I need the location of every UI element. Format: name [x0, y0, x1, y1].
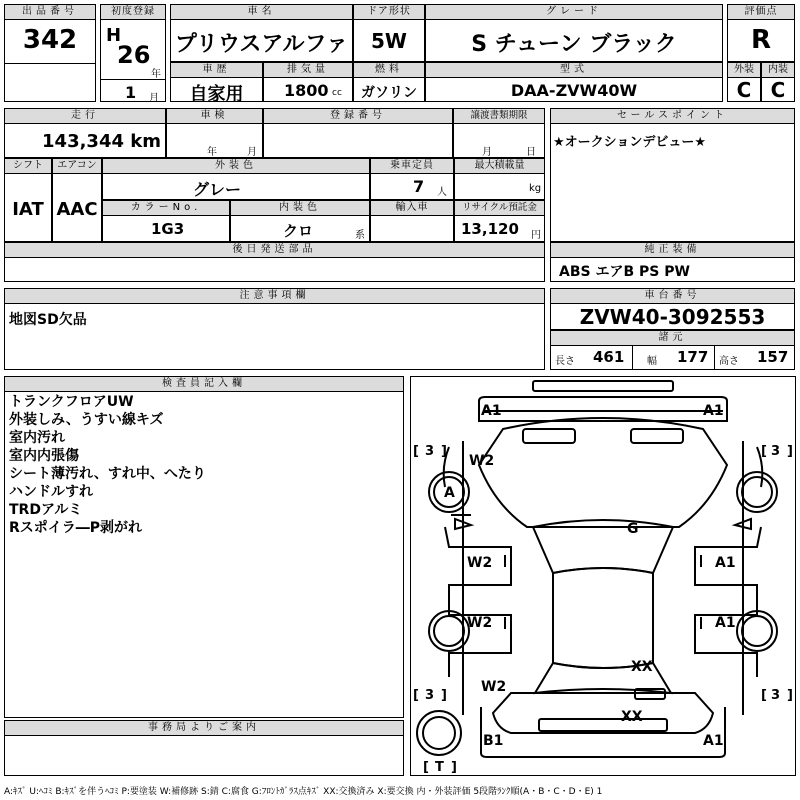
mark-w2-door1: W2: [467, 555, 493, 571]
model-box: [425, 62, 723, 102]
capacity-box: [370, 158, 454, 200]
fuel-label: 燃料: [354, 63, 424, 78]
exterior-color-box: [102, 158, 370, 200]
fuel: ガソリン: [361, 85, 417, 101]
mark-b1-rear: B1: [483, 733, 504, 749]
inspection-label: 車検: [167, 109, 262, 124]
capacity-unit: 人: [437, 187, 447, 198]
selling-point-label: セールスポイント: [551, 109, 794, 124]
trunk: [493, 693, 713, 733]
import-box: [370, 200, 454, 242]
inspection-month-unit: 月: [247, 147, 257, 158]
recycle-unit: 円: [531, 230, 541, 241]
height: 157: [757, 348, 789, 366]
reg-month-unit: 月: [149, 93, 159, 104]
car-name-box: [170, 4, 353, 62]
shift: IAT: [12, 199, 44, 220]
exterior-color-label: 外装色: [103, 159, 369, 174]
fuel-box: [353, 62, 425, 102]
grade-box: [425, 4, 723, 62]
inspector-box: [4, 376, 404, 718]
office-label: 事務局よりご案内: [5, 721, 403, 736]
exterior-grade: C: [736, 78, 752, 102]
svg-text:[: [: [761, 444, 767, 459]
exterior-grade-box: [727, 62, 761, 102]
mark-a1-door2: A1: [715, 615, 736, 631]
car-diagram-box: [410, 376, 796, 776]
later-parts-label: 後日発送部品: [5, 243, 544, 258]
interior-color-unit: 系: [355, 230, 365, 241]
interior-color-label: 内装色: [231, 201, 369, 216]
height-cell: [715, 345, 795, 370]
exterior-grade-label: 外装: [728, 63, 760, 78]
caution-box: [4, 288, 545, 370]
lot-number: 342: [22, 25, 78, 55]
mark-tire-rl: 3: [425, 688, 435, 703]
door-label: ドア形状: [354, 5, 424, 20]
inspector-line: 室内汚れ: [9, 430, 65, 446]
mark-front-right: A1: [703, 403, 724, 419]
length: 461: [593, 348, 625, 366]
ac-label: エアコン: [53, 159, 101, 174]
mark-tire-fr: 3: [771, 444, 781, 459]
score: R: [750, 25, 772, 55]
spec-label: 諸元: [551, 331, 794, 346]
car-name: プリウスアルファ: [174, 32, 349, 57]
width: 177: [677, 348, 709, 366]
score-label: 評価点: [728, 5, 794, 20]
chassis-number: ZVW40-3092553: [579, 305, 766, 329]
inspector-line: Rスポイラ―P剥がれ: [9, 520, 143, 536]
car-name-label: 車名: [171, 5, 352, 20]
reg-year: 26: [117, 41, 151, 69]
mileage: 143,344 km: [42, 131, 161, 152]
svg-text:[: [: [413, 444, 419, 459]
office-box: [4, 720, 404, 776]
inspector-line: TRDアルミ: [9, 502, 83, 518]
mark-xx-trunk: XX: [631, 659, 653, 675]
svg-text:]: ]: [441, 688, 447, 703]
interior-grade: C: [770, 78, 786, 102]
transfer-deadline-box: [453, 108, 545, 158]
score-box: [727, 4, 795, 62]
front-plate: [533, 381, 673, 391]
hood: [479, 418, 727, 527]
interior-grade-label: 内装: [762, 63, 794, 78]
mileage-label: 走行: [5, 109, 165, 124]
car-diagram: [411, 377, 795, 775]
selling-point-box: [550, 108, 795, 242]
mark-a1-rear: A1: [703, 733, 724, 749]
length-cell: [551, 345, 633, 370]
registration-number-label: 登録番号: [264, 109, 452, 124]
exterior-color: グレー: [193, 180, 242, 199]
transfer-deadline-label: 譲渡書類期限: [454, 109, 544, 124]
shift-box: [4, 158, 52, 242]
interior-color-box: [230, 200, 370, 242]
legend: A:ｷｽﾞ U:ﾍｺﾐ B:ｷｽﾞを伴うﾍｺﾐ P:要塗装 W:補修跡 S:錆 C:腐食 G:ﾌﾛﾝﾄｶﾞﾗｽ点ｷｽﾞ XX:交換済み X:要交換 内・外装評価 5段階ﾗﾝｸ順(A・B・C・D・E) 1: [4, 787, 603, 797]
model-label: 型式: [426, 63, 722, 78]
mark-spare: T: [435, 760, 444, 775]
grade-label: グレード: [426, 5, 722, 20]
mark-w2-fender: W2: [469, 453, 495, 469]
mark-a1-door1: A1: [715, 555, 736, 571]
color-number-box: [102, 200, 230, 242]
caution: 地図SD欠品: [9, 312, 87, 328]
equipment-box: [550, 242, 795, 282]
roof: [553, 568, 653, 668]
inspector-line: トランクフロアUW: [9, 394, 134, 410]
inspector-line: 室内内張傷: [9, 448, 79, 464]
svg-text:]: ]: [451, 760, 457, 775]
svg-text:]: ]: [441, 444, 447, 459]
interior-grade-box: [761, 62, 795, 102]
recycle-box: [454, 200, 545, 242]
mark-glass: G: [627, 521, 639, 537]
inspection-year-unit: 年: [207, 147, 217, 158]
mark-front-left: A1: [481, 403, 502, 419]
svg-text:[: [: [423, 760, 429, 775]
recycle-fee: 13,120: [461, 220, 519, 238]
selling-point: ★オークションデビュー★: [553, 135, 707, 150]
door-box: [353, 4, 425, 62]
import-label: 輸入車: [371, 201, 453, 216]
capacity: 7: [413, 177, 425, 196]
recycle-label: リサイクル預託金: [455, 201, 544, 216]
grade: S チューン ブラック: [471, 32, 677, 57]
history-label: 車歴: [171, 63, 262, 78]
chassis-box: [550, 288, 795, 330]
history-box: [170, 62, 263, 105]
equipment-label: 純正装備: [551, 243, 794, 258]
mileage-box: [4, 108, 166, 158]
svg-text:[: [: [761, 688, 767, 703]
door-type: 5W: [371, 29, 407, 53]
inspector-line: 外装しみ、うすい線キズ: [9, 412, 164, 428]
model: DAA-ZVW40W: [510, 81, 638, 100]
max-load-label: 最大積載量: [455, 159, 544, 174]
reg-month: 1: [125, 83, 137, 102]
mark-tire-fl: 3: [425, 444, 435, 459]
air-conditioner: AAC: [56, 199, 98, 220]
mark-wheel-a: A: [444, 485, 455, 501]
lot-number-label: 出品番号: [5, 5, 95, 20]
shift-label: シフト: [5, 159, 51, 174]
inspector-label: 検査員記入欄: [5, 377, 403, 392]
reg-year-unit: 年: [151, 69, 161, 80]
inspector-line: ハンドルすれ: [9, 484, 93, 500]
displacement-label: 排気量: [264, 63, 352, 78]
displacement: 1800: [284, 81, 329, 100]
width-label: 幅: [647, 356, 657, 367]
mark-xx-rear: XX: [621, 709, 643, 725]
first-registration-label: 初度登録: [101, 5, 165, 20]
capacity-label: 乗車定員: [371, 159, 453, 174]
caution-label: 注意事項欄: [5, 289, 544, 304]
interior-color: クロ: [283, 222, 314, 240]
transfer-month-unit: 月: [482, 147, 492, 158]
max-load-box: [454, 158, 545, 200]
era: H: [106, 25, 122, 46]
lot-number-box: [4, 4, 96, 102]
ac-box: [52, 158, 102, 242]
height-label: 高さ: [719, 356, 739, 367]
later-parts-box: [4, 242, 545, 282]
svg-text:]: ]: [787, 688, 793, 703]
max-load-unit: kg: [529, 183, 542, 194]
inspector-line: シート薄汚れ、すれ中、へたり: [9, 466, 206, 482]
spec-box: [550, 330, 795, 370]
chassis-label: 車台番号: [551, 289, 794, 304]
color-number: 1G3: [151, 220, 185, 238]
displacement-unit: cc: [332, 88, 342, 98]
svg-text:[: [: [413, 688, 419, 703]
mark-tire-rr: 3: [771, 688, 781, 703]
equipment: ABS エアB PS PW: [559, 264, 690, 280]
color-number-label: カラーNo.: [103, 201, 229, 216]
history: 自家用: [189, 84, 244, 105]
length-label: 長さ: [555, 356, 575, 367]
mark-w2-door2: W2: [467, 615, 493, 631]
width-cell: [633, 345, 715, 370]
inspection-box: [166, 108, 263, 158]
displacement-box: [263, 62, 353, 102]
first-registration-box: [100, 4, 166, 102]
transfer-day-unit: 日: [526, 147, 536, 158]
registration-number-box: [263, 108, 453, 158]
mark-w2-rear: W2: [481, 679, 507, 695]
svg-text:]: ]: [787, 444, 793, 459]
